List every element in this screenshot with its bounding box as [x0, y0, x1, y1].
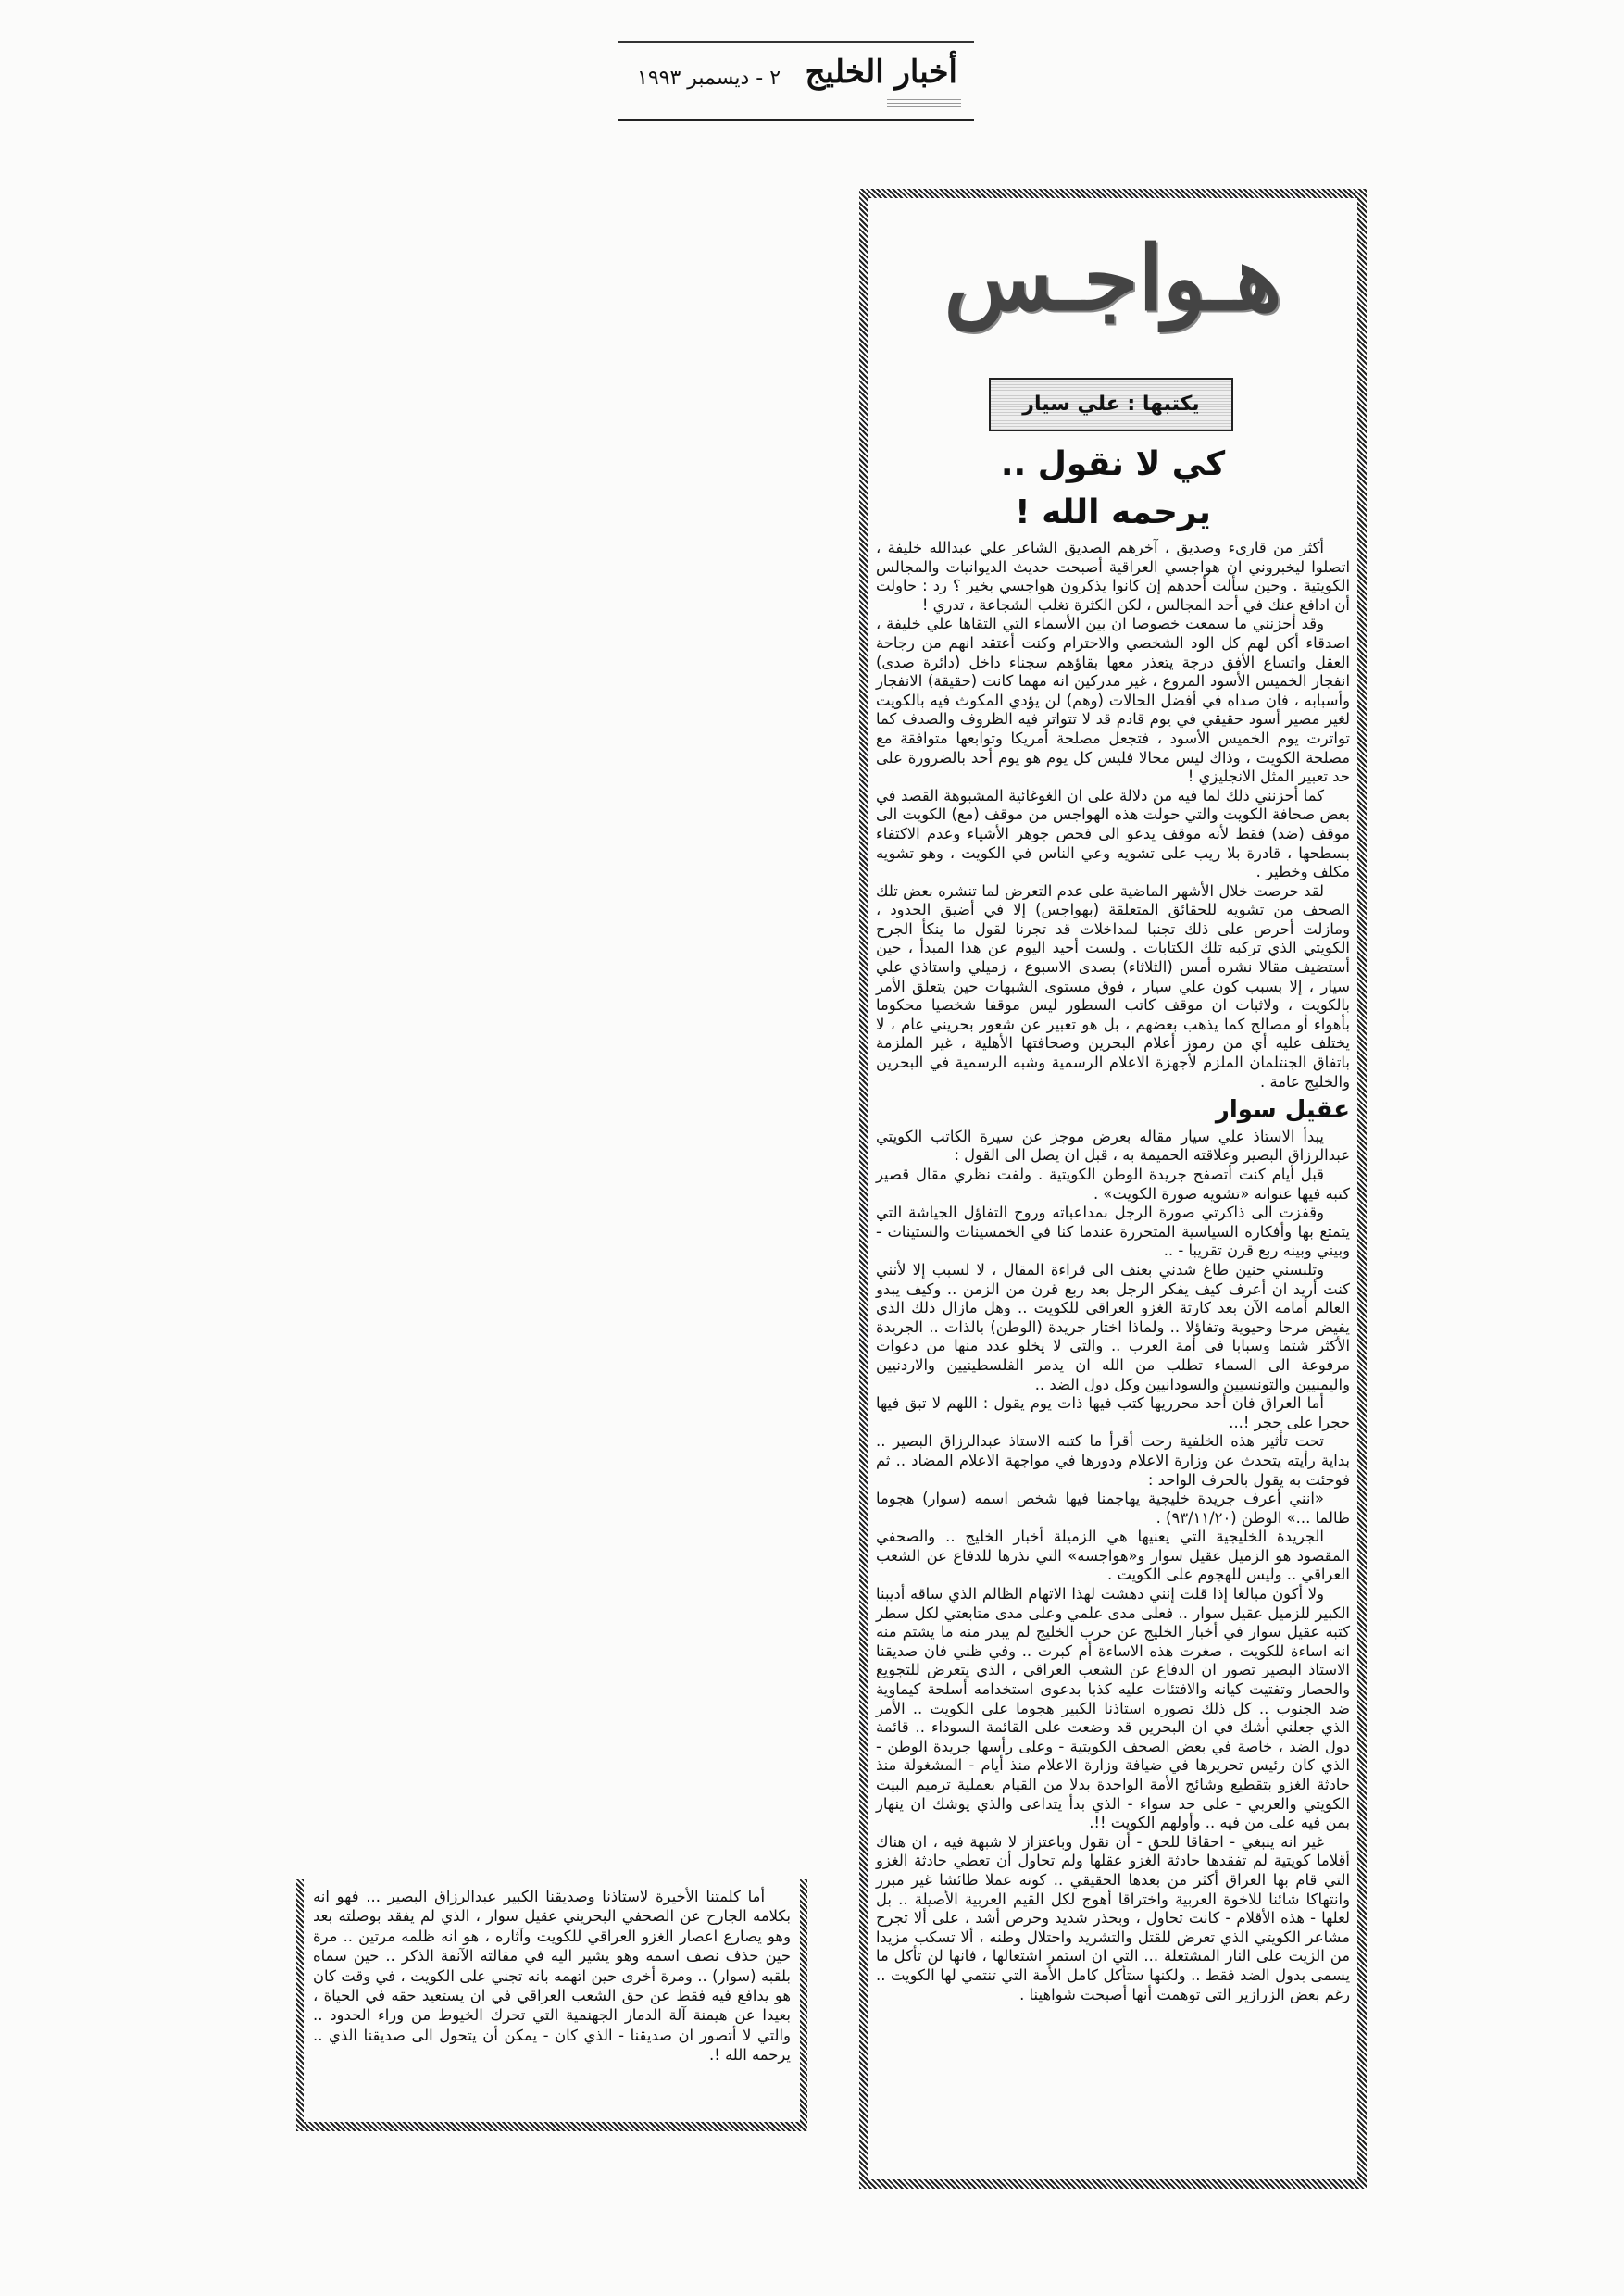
- headline-line: يرحمه الله !: [1015, 493, 1211, 531]
- article-body: [876, 539, 1350, 2004]
- newspaper-name: أخبار الخليج: [805, 54, 957, 91]
- masthead-subtitle-lines: [887, 96, 961, 107]
- paragraph: تحت تأثير هذه الخلفية رحت أقرأ ما كتبه الاستاذ عبدالرزاق البصير .. بداية رأيته يتحدث عن وزارة الاعلام ودورها في مواجهة الاعلام المضاد .. ثم فوجئت به يقول بالحرف الواحد :: [876, 1432, 1350, 1489]
- column-article: [868, 198, 1357, 2179]
- paragraph: قبل أيام كنت أتصفح جريدة الوطن الكويتية . ولفت نظري مقال قصير كتبه فيها عنوانه «تشويه صورة الكويت» .: [876, 1166, 1350, 1203]
- paragraph: ولا أكون مبالغا إذا قلت إنني دهشت لهذا الاتهام الظالم الذي ساقه أديبنا الكبير للزميل عقيل سوار .. فعلى مدى علمي وعلى مدى متابعتي لكل سطر كتبه عقيل سوار في أخبار الخليج عن حرب الخليج لم يبدر منه ما يشتم منه انه اساءة للكويت ، صغرت هذه الاساءة أم كبرت .. وفي ظني فان صديقنا الاستاذ البصير تصور ان الدفاع عن الشعب العراقي ، الذي يتعرض للتجويع والحصار وتفتيت كيانه والافتئات عليه كذبا بدعوى استخدامه أسلحة كيماوية ضد الجنوب .. كل ذلك تصوره استاذنا الكبير هجوما على الكويت .. الأمر الذي جعلني أشك في ان البحرين قد وضعت على القائمة السوداء .. قائمة دول الضد ، خاصة في بعض الصحف الكويتية - وعلى رأسها جريدة الوطن - الذي كان رئيس تحريرها في ضيافة وزارة الاعلام منذ أيام - المشغولة منذ حادثة الغزو بتقطيع وشائج الأمة الواحدة بدلا من القيام بعملية ترميم البيت الكويتي والعربي - على حد سواء - الذي بدأ يتداعى والذي يوشك ان ينهار بمن فيه على من فيه .. وأولهم الكويت !!.: [876, 1585, 1350, 1832]
- paragraph: وتلبسني حنين طاغ شدني بعنف الى قراءة المقال ، لا لسبب إلا لأنني كنت أريد ان أعرف كيف يفكر الرجل بعد ربع قرن من الزمن .. وكيف يبدو العالم أمامه الآن بعد كارثة الغزو العراقي للكويت .. وهل مازال ذلك الذي يفيض مرحا وحيوية وتفاؤلا .. ولماذا اختار جريدة (الوطن) بالذات .. الجريدة الأكثر شتما وسبابا في أمة العرب .. والتي لا يخلو عدد منها من دعوات مرفوعة الى السماء تطلب من الله ان يدمر الفلسطينيين والاردنيين واليمنيين والتونسيين والسودانيين وكل دول الضد ..: [876, 1260, 1350, 1393]
- paragraph: كما أحزنني ذلك لما فيه من دلالة على ان الغوغائية المشبوهة القصد في بعض صحافة الكويت والتي حولت هذه الهواجس من موقف (مع) الكويت الى موقف (ضد) فقط لأنه موقف يدعو الى فحص جوهر الأشياء وعدم الاكتفاء بسطحها ، قادرة بلا ريب على تشويه وعي الناس في الكويت ، وهو تشويه مكلف وخطير .: [876, 786, 1350, 881]
- paragraph: يبدأ الاستاذ علي سيار مقاله بعرض موجز عن سيرة الكاتب الكويتي عبدالرزاق البصير وعلاقته الحميمة به ، قبل ان يصل الى القول :: [876, 1127, 1350, 1165]
- publication-date: ٢ - ديسمبر ١٩٩٣: [637, 67, 781, 90]
- paragraph: أما كلمتنا الأخيرة لاستاذنا وصديقنا الكبير عبدالرزاق البصير ... فهو انه بكلامه الجارح عن الصحفي البحريني عقيل سوار ، الذي لم يفقد بوصلته بعد وهو يصارع اعصار الغزو العراقي للكويت وآثاره ، هو انه ظلمه مرتين .. مرة حين حذف نصف اسمه وهو يشير اليه في مقالته الآنفة الذكر .. حين سماه بلقبه (سوار) .. ومرة أخرى حين اتهمه بانه تجني على الكويت ، في وقت كان هو يدافع فيه فقط عن حق الشعب العراقي في ان يستعيد حقه في الحياة ، بعيدا عن هيمنة آلة الدمار الجهنمية التي تحرك الخيوط من وراء الحدود .. والتي لا أتصور ان صديقنا - الذي كان - يمكن أن يتحول الى صديقنا الذي .. يرحمه الله !.: [313, 1888, 791, 2065]
- paragraph: الجريدة الخليجية التي يعنيها هي الزميلة أخبار الخليج .. والصحفي المقصود هو الزميل عقيل سوار و«هواجسه» التي نذرها للدفاع عن الشعب العراقي .. وليس للهجوم على الكويت .: [876, 1528, 1350, 1584]
- paragraph: أكثر من قارىء وصديق ، آخرهم الصديق الشاعر علي عبدالله خليفة ، اتصلوا ليخبروني ان هواجسي العراقية أصبحت حديث الديوانيات والمجالس الكويتية . وحين سألت أحدهم إن كانوا يذكرون هواجسي بخير ؟ رد : حاولت أن ادافع عنك في أحد المجالس ، لكن الكثرة تغلب الشجاعة ، تدري !: [876, 539, 1350, 614]
- byline: يكتبها : علي سيار: [989, 378, 1233, 431]
- paragraph: وقد أحزنني ما سمعت خصوصا ان بين الأسماء التي التقاها علي خليفة ، اصدقاء أكن لهم كل الود الشخصي والاحترام وكنت أعتقد انهم من رجاحة العقل واتساع الأفق درجة يتعذر معها بقاؤهم سجناء داخل (دائرة صدى) انفجار الخميس الأسود المروع ، غير مدركين انه مهما كانت (حقيقة) الانفجار وأسبابه ، فان صداه في أفضل الحالات (وهم) لن يؤدي المكوث فيه بالكويت لغير مصير أسود حقيقي في يوم قادم قد لا تتواتر فيه الظروف والصدف كما تواترت يوم الخميس الأسود ، فتجعل مصلحة أمريكا وتوابعها متوافقة مع مصلحة الكويت ، وذاك ليس محالا فليس كل يوم هو يوم أحد بالضرورة على حد تعبير المثل الانجليزي !: [876, 615, 1350, 786]
- headline-line: كي لا نقول ..: [1000, 445, 1226, 483]
- paragraph: غير انه ينبغي - احقاقا للحق - أن نقول وباعتزاز لا شبهة فيه ، ان هناك أقلاما كويتية لم تفقدها حادثة الغزو عقلها ولم تحاول أن تعطي حادثة الغزو التي قام بها العراق أكثر من بعدها الحقيقي .. كونه عملا طائشا غير مبرر وانتهاكا شائنا للاخوة العربية واختراقا أهوج لكل القيم العربية الأصيلة .. بل لعلها - هذه الأقلام - كانت تحاول ، وبحذر شديد وحرص أشد ، على ألا تجرح مشاعر الكويتي الذي تعرض للقتل والتشريد واحتلال وطنه ، ألا تسكب مزيدا من الزيت على النار المشتعلة ... التي ان استمر اشتعالها ، فانها لن تأكل ما يسمى بدول الضد فقط .. ولكنها ستأكل كامل الأمة التي تنتمي لها الكويت .. رغم بعض الزرازير التي توهمت أنها أصبحت شواهينا .: [876, 1832, 1350, 2003]
- closing-note-box-frame: [296, 1879, 807, 2131]
- newspaper-masthead: [618, 41, 974, 121]
- paragraph: أما العراق فان أحد محرريها كتب فيها ذات يوم يقول : اللهم لا تبق فيها حجرا على حجر !...: [876, 1394, 1350, 1431]
- paragraph: لقد حرصت خلال الأشهر الماضية على عدم التعرض لما تنشره بعض تلك الصحف من تشويه للحقائق المتعلقة (بهواجس) إلا في أضيق الحدود ، ومازلت أحرص على ذلك تجنبا لمداخلات قد تجرنا لقول ما ينكأ الجرح الكويتي الذي تركبه تلك الكتابات . ولست أحيد اليوم عن هذا المبدأ ، حين أستضيف مقالا نشره أمس (الثلاثاء) بصدى الاسبوع ، زميلي واستاذي علي سيار ، إلا بسبب كون علي سيار ، فوق مستوى الشبهات حين يتعلق الأمر بالكويت ، ولاثبات ان موقف كاتب السطور ليس موقفا شخصيا محكوما بأهواء أو مصالح كما يذهب بعضهم ، بل هو تعبير عن شعور بحريني عام ، لا يختلف عليه أي من رموز أعلام البحرين وصحافتها الأهلية ، غير الملزمة باتفاق الجنتلمان الملزم لأجهزة الاعلام الرسمية وشبه الرسمية في البحرين والخليج عامة .: [876, 881, 1350, 1091]
- paragraph: «انني أعرف جريدة خليجية يهاجمنا فيها شخص اسمه (سوار) هجوما ظالما ...» الوطن (٩٣/١١/٢٠) .: [876, 1490, 1350, 1527]
- column-title: هـواجـس: [943, 226, 1282, 331]
- closing-note-box: [304, 1879, 800, 2122]
- article-headline: [868, 441, 1357, 537]
- paragraph: وقفزت الى ذاكرتي صورة الرجل بمداعباته وروح التفاؤل الجياشة التي يتمتع بها وأفكاره السياسية المتحررة عندما كنا في الخمسينات والستينات - وبيني وبينه ربع قرن تقريبا - ..: [876, 1204, 1350, 1260]
- section-subheading: عقيل سوار: [1215, 1096, 1350, 1125]
- column-article-frame: [859, 189, 1367, 2189]
